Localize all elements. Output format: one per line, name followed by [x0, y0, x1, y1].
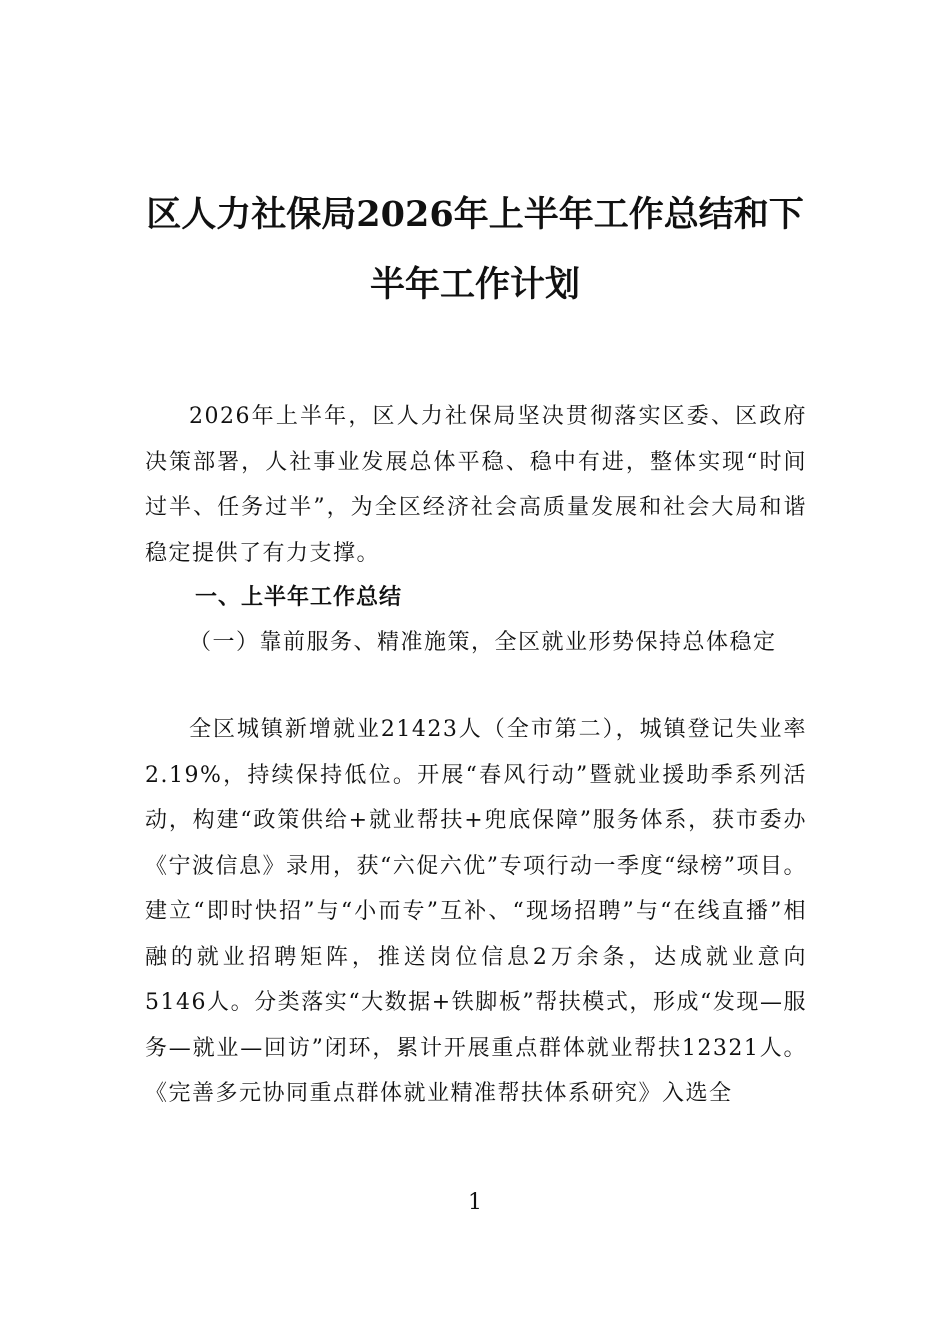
subsection-heading: （一）靠前服务、精准施策，全区就业形势保持总体稳定	[189, 630, 777, 655]
intro-paragraph: 2026年上半年，区人力社保局坚决贯彻落实区委、区政府决策部署，人社事业发展总体平稳、稳中有进，整体实现“时间过半、任务过半”，为全区经济社会高质量发展和社会大局和谐稳定提供了有力支撑。	[145, 404, 807, 566]
body-paragraph: 全区城镇新增就业21423人（全市第二），城镇登记失业率2.19%，持续保持低位。开展“春风行动”暨就业援助季系列活动，构建“政策供给+就业帮扶+兜底保障”服务体系，获市委办《宁波信息》录用，获“六促六优”专项行动一季度“绿榜”项目。建立“即时快招”与“小而专”互补、“现场招聘”与“在线直播”相融的就业招聘矩阵，推送岗位信息2万余条，达成就业意向5146人。分类落实“大数据+铁脚板”帮扶模式，形成“发现—服务—就业—回访”闭环，累计开展重点群体就业帮扶12321人。《完善多元协同重点群体就业精准帮扶体系研究》入选全	[145, 717, 807, 1106]
title-line-1: 区人力社保局2026年上半年工作总结和下	[146, 194, 804, 235]
title-line-2: 半年工作计划	[369, 264, 580, 305]
page-number: 1	[468, 1190, 482, 1215]
section-heading: 一、上半年工作总结	[195, 585, 403, 610]
document-title	[120, 180, 830, 320]
